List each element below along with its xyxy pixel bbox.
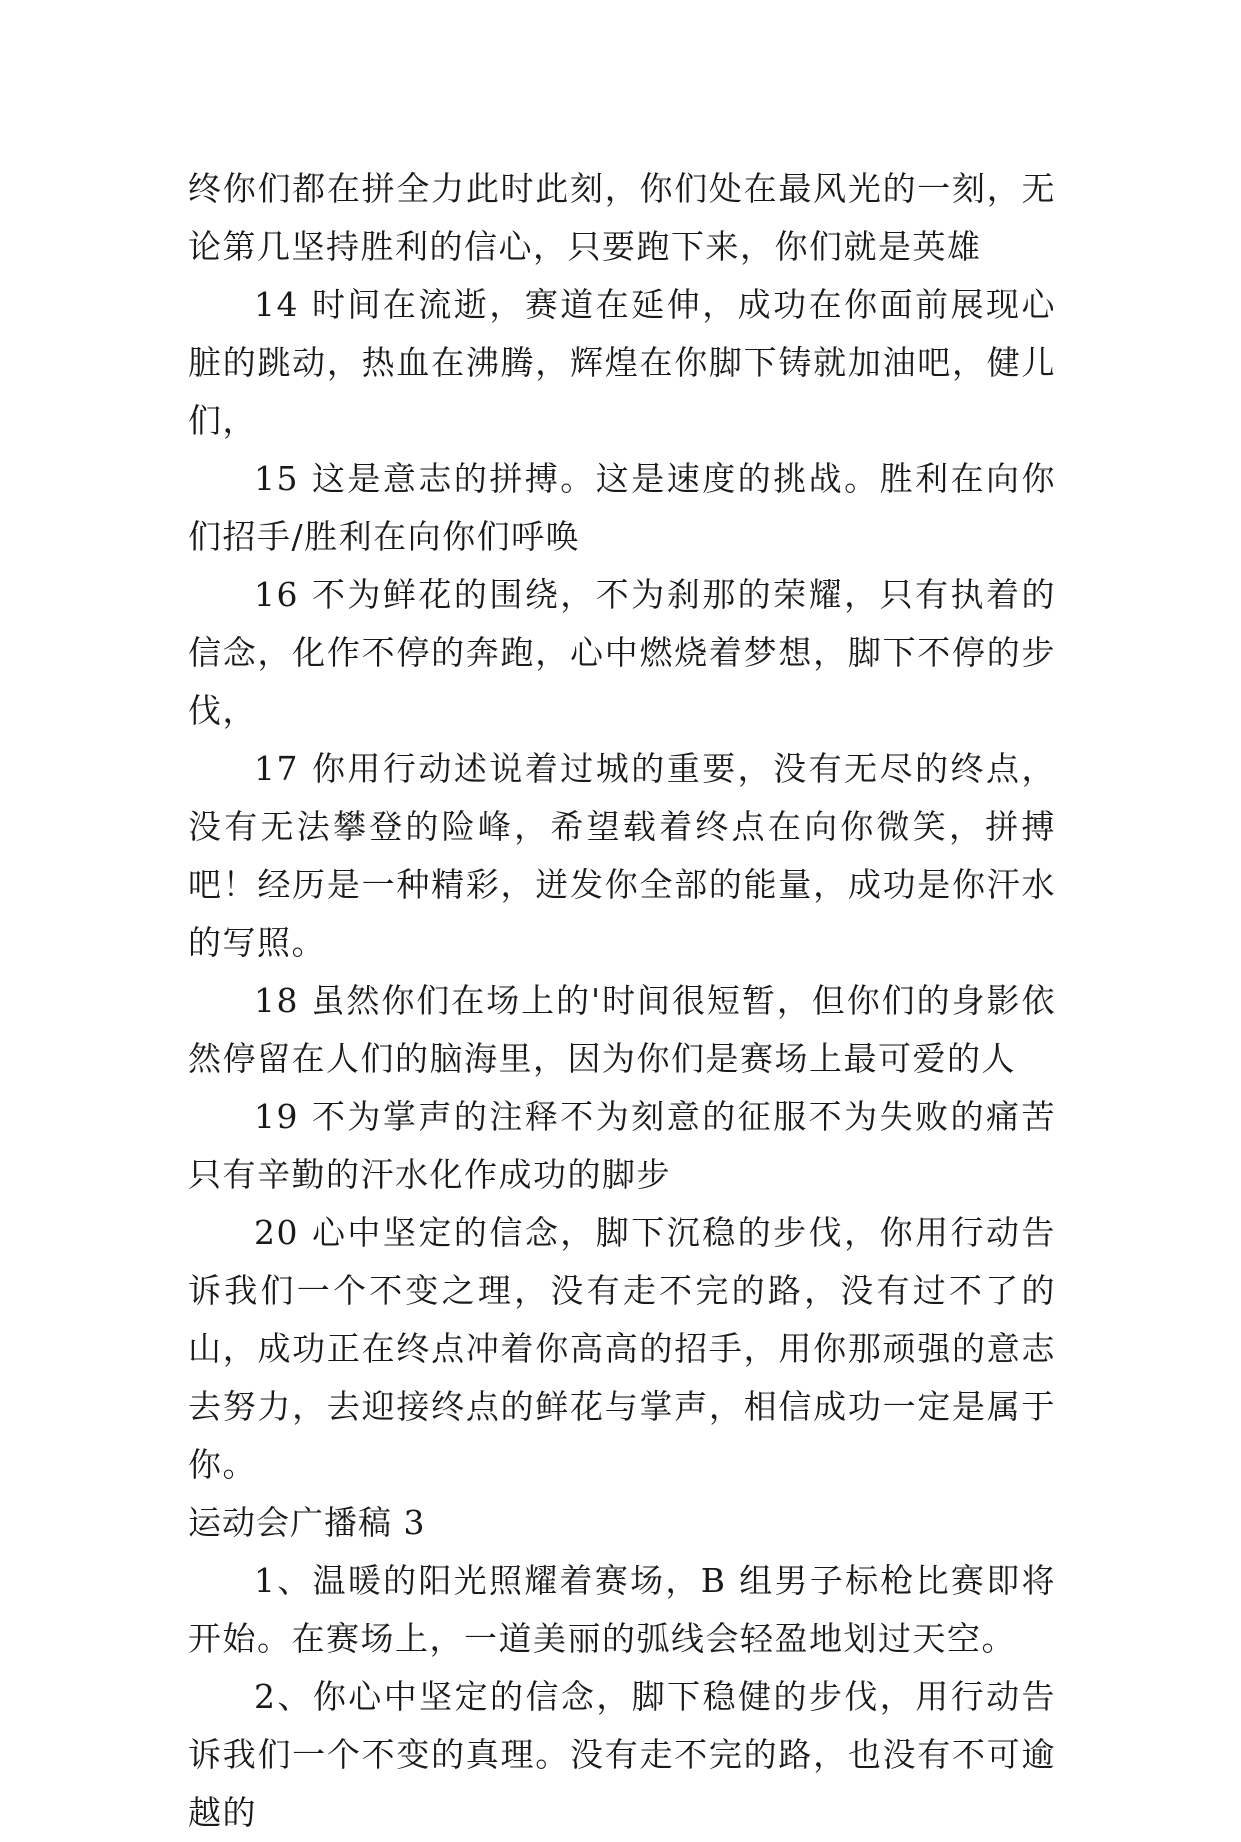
document-body	[188, 160, 1056, 1842]
paragraph-15: 15 这是意志的拼搏。这是速度的挑战。胜利在向你们招手/胜利在向你们呼唤	[188, 459, 1056, 556]
paragraph-continued: 终你们都在拼全力此时此刻，你们处在最风光的一刻，无论第几坚持胜利的信心，只要跑下来，你们就是英雄	[188, 169, 1056, 266]
section-paragraph-2: 2、你心中坚定的信念，脚下稳健的步伐，用行动告诉我们一个不变的真理。没有走不完的路，也没有不可逾越的	[188, 1677, 1056, 1832]
paragraph-20: 20 心中坚定的信念，脚下沉稳的步伐，你用行动告诉我们一个不变之理，没有走不完的路，没有过不了的山，成功正在终点冲着你高高的招手，用你那顽强的意志去努力，去迎接终点的鲜花与掌声，相信成功一定是属于你。	[188, 1213, 1056, 1484]
paragraph-17: 17 你用行动述说着过城的重要，没有无尽的终点，没有无法攀登的险峰，希望载着终点在向你微笑，拼搏吧！经历是一种精彩，迸发你全部的能量，成功是你汗水的写照。	[188, 749, 1056, 962]
paragraph-19: 19 不为掌声的注释不为刻意的征服不为失败的痛苦只有辛勤的汗水化作成功的脚步	[188, 1097, 1056, 1194]
paragraph-16: 16 不为鲜花的围绕，不为刹那的荣耀，只有执着的信念，化作不停的奔跑，心中燃烧着梦想，脚下不停的步伐，	[188, 575, 1056, 730]
paragraph-18: 18 虽然你们在场上的'时间很短暂，但你们的身影依然停留在人们的脑海里，因为你们是赛场上最可爱的人	[188, 981, 1056, 1078]
section-heading: 运动会广播稿 3	[188, 1503, 426, 1542]
section-paragraph-1: 1、温暖的阳光照耀着赛场，B 组男子标枪比赛即将开始。在赛场上，一道美丽的弧线会轻盈地划过天空。	[188, 1561, 1056, 1658]
paragraph-14: 14 时间在流逝，赛道在延伸，成功在你面前展现心脏的跳动，热血在沸腾，辉煌在你脚下铸就加油吧，健儿们，	[188, 285, 1056, 440]
